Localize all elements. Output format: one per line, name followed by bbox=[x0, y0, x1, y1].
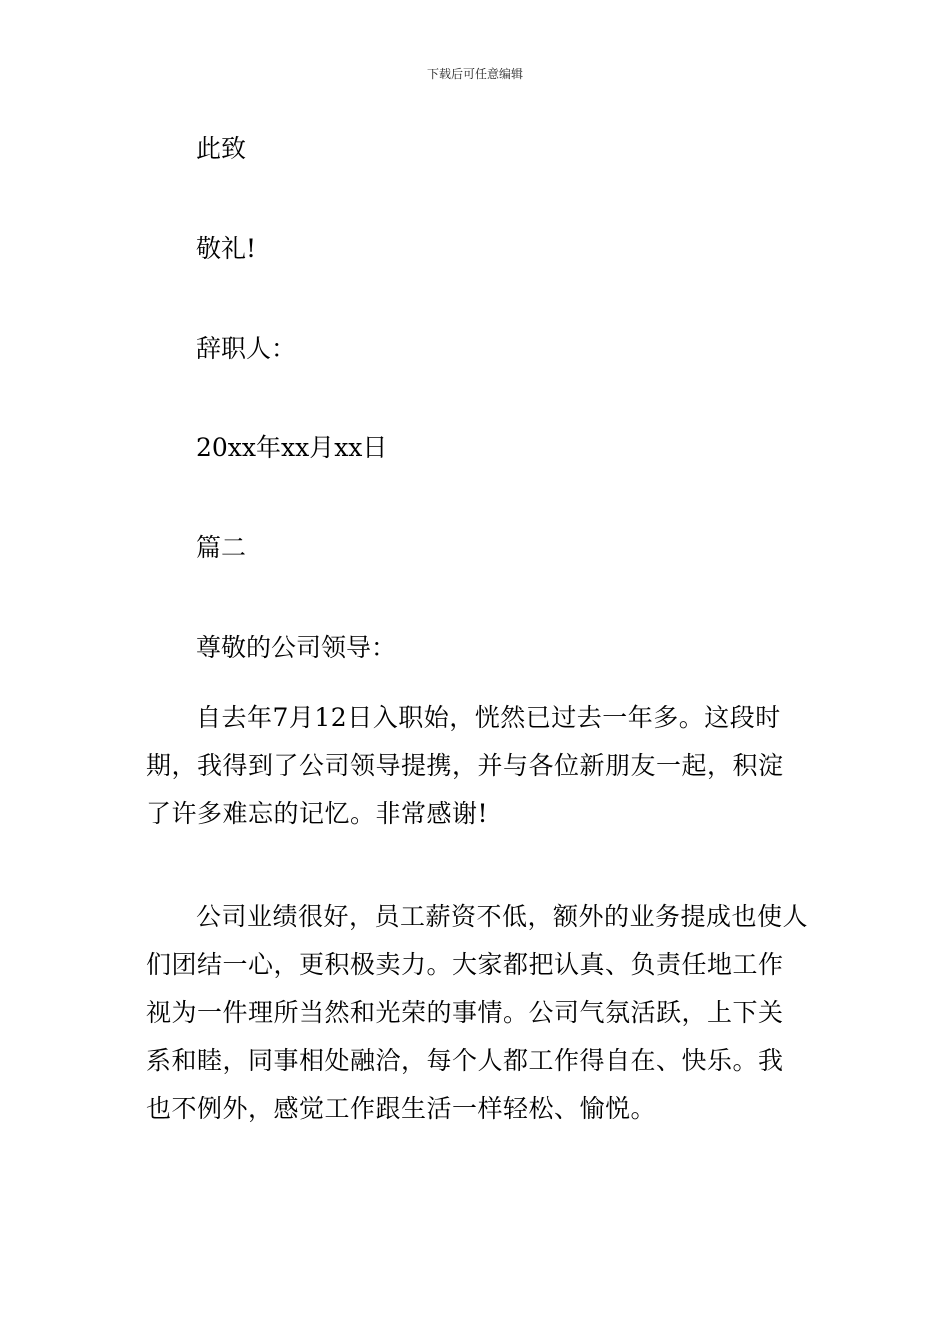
body-paragraph-2: 公司业绩很好，员工薪资不低，额外的业务提成也使人们团结一心，更积极卖力。大家都把认真、负责任地工作视为一件理所当然和光荣的事情。公司气氛活跃，上下关系和睦，同事相处融洽，每个人都工作得自在、快乐。我也不例外，感觉工作跟生活一样轻松、愉悦。 bbox=[146, 902, 809, 1123]
closing-line-1: 此致 bbox=[196, 134, 247, 163]
section-title: 篇二 bbox=[196, 533, 247, 562]
letter-date: 20xx年xx月xx日 bbox=[196, 433, 388, 462]
salutation: 尊敬的公司领导： bbox=[196, 633, 397, 662]
header-note: 下载后可任意编辑 bbox=[426, 67, 523, 81]
signer-label: 辞职人： bbox=[196, 334, 297, 363]
closing-line-2: 敬礼! bbox=[196, 234, 257, 263]
body-paragraph-1: 自去年7月12日入职始，恍然已过去一年多。这段时期，我得到了公司领导提携，并与各位新朋友一起，积淀了许多难忘的记忆。非常感谢! bbox=[146, 703, 784, 828]
